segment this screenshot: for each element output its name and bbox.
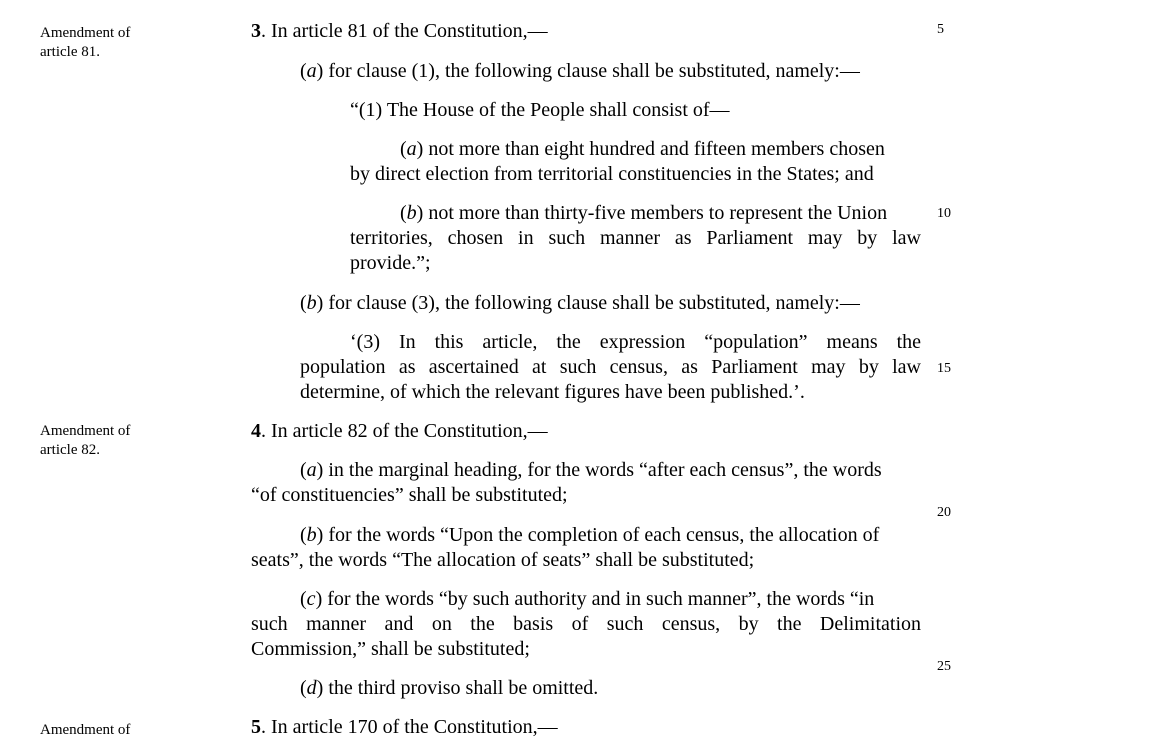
text-line: (a) not more than eight hundred and fifteen members chosen (400, 138, 885, 160)
marginal-note-line: Amendment of (40, 722, 131, 738)
text-line: population as ascertained at such census, as Parliament may by law (300, 356, 921, 378)
marginal-note-article-81 (40, 24, 130, 62)
text-line: ‘(3) In this article, the expression “population” means the (350, 331, 921, 353)
marginal-note-article-170 (40, 721, 130, 740)
section-5-heading: 5. In article 170 of the Constitution,— (251, 716, 558, 738)
section-4-clause-a (251, 458, 921, 508)
marginal-note-line: Amendment of (40, 25, 131, 41)
clause-1-subclause-a (350, 137, 921, 187)
text-line: (c) for the words “by such authority and in such manner”, the words “in (300, 588, 875, 610)
line-number: 15 (937, 361, 951, 376)
clause-1-subclause-b (350, 201, 921, 276)
clause-1-intro: “(1) The House of the People shall consist of— (350, 99, 730, 121)
section-4-heading: 4. In article 82 of the Constitution,— (251, 420, 548, 442)
text-line: territories, chosen in such manner as Parliament may by law (350, 227, 921, 249)
clause-3-text (300, 330, 921, 405)
section-3-clause-b: (b) for clause (3), the following clause shall be substituted, namely:— (300, 292, 860, 314)
line-number: 5 (937, 22, 944, 37)
marginal-note-line: article 81. (40, 44, 100, 60)
line-number: 25 (937, 659, 951, 674)
text-line: Commission,” shall be substituted; (251, 638, 530, 660)
section-number: 4 (251, 420, 261, 442)
text-line: such manner and on the basis of such census, by the Delimitation (251, 613, 921, 635)
text-line: “of constituencies” shall be substituted; (251, 484, 568, 506)
text-line: (b) for the words “Upon the completion of each census, the allocation of (300, 524, 880, 546)
marginal-note-article-82 (40, 422, 130, 460)
text-line: seats”, the words “The allocation of seats” shall be substituted; (251, 549, 755, 571)
section-3-heading: 3. In article 81 of the Constitution,— (251, 20, 548, 42)
section-number: 5 (251, 716, 261, 738)
marginal-note-line: Amendment of (40, 423, 131, 439)
section-4-clause-c (251, 587, 921, 662)
text-line: (a) in the marginal heading, for the words “after each census”, the words (300, 459, 882, 481)
section-number: 3 (251, 20, 261, 42)
section-4-clause-d: (d) the third proviso shall be omitted. (300, 677, 599, 699)
section-4-clause-b (251, 523, 921, 573)
text-line: by direct election from territorial constituencies in the States; and (350, 163, 874, 185)
text-line: provide.”; (350, 252, 431, 274)
marginal-note-line: article 82. (40, 442, 100, 458)
text-line: determine, of which the relevant figures have been published.’. (300, 381, 805, 403)
line-number: 20 (937, 505, 951, 520)
section-3-clause-a: (a) for clause (1), the following clause shall be substituted, namely:— (300, 60, 860, 82)
line-number: 10 (937, 206, 951, 221)
text-line: (b) not more than thirty-five members to represent the Union (400, 202, 888, 224)
